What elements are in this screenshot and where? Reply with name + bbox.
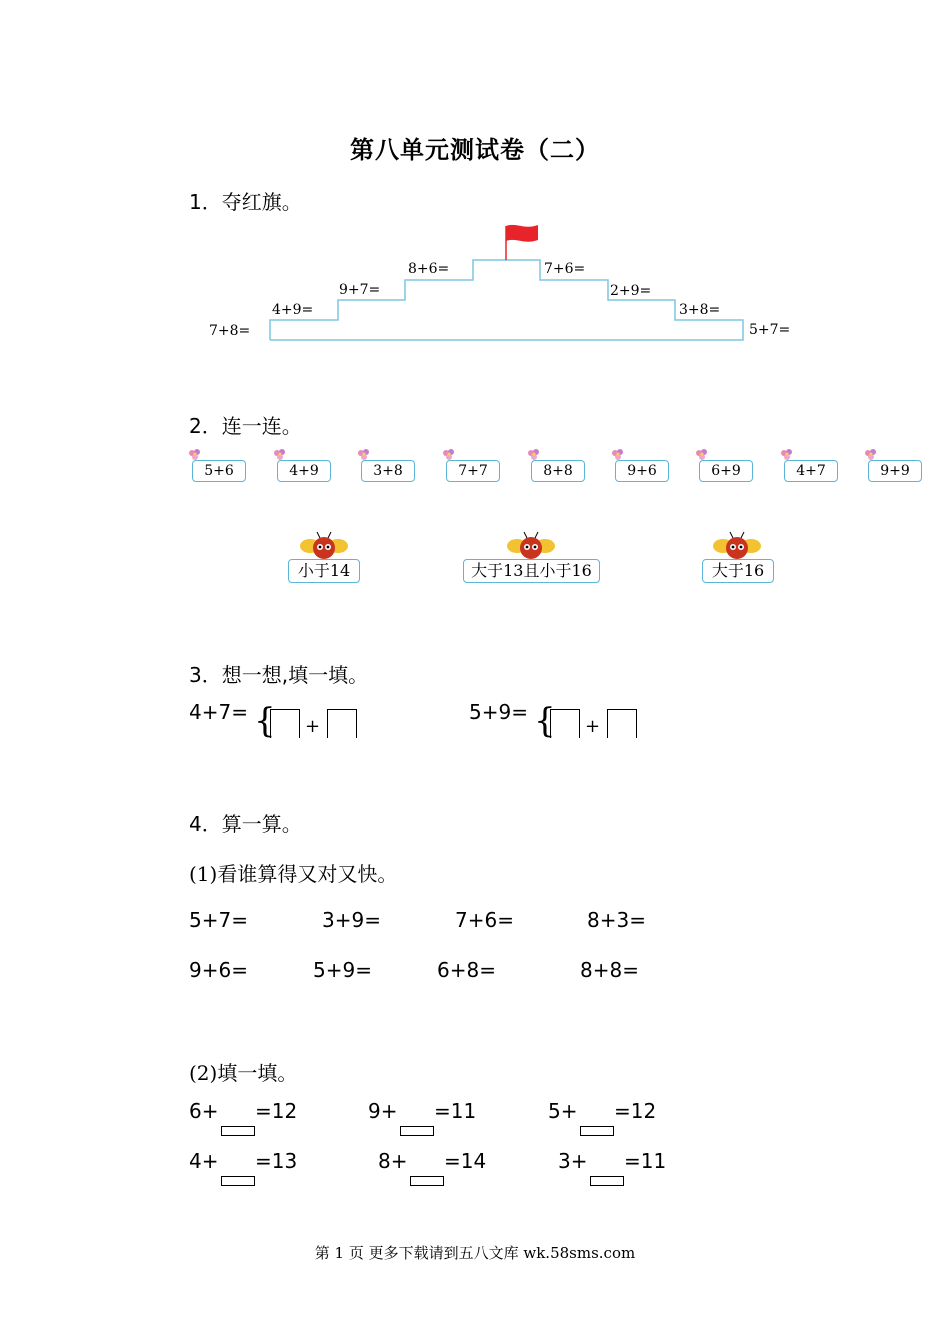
q2-heading: 2．连一连。 [189,414,302,438]
expression-box[interactable]: 9+6 [615,460,669,482]
decomposition-expression: 5+9= [469,700,528,724]
equation: 8+3= [587,908,646,932]
fill-left: 9+ [368,1099,398,1123]
target-box[interactable]: 大于13且小于16 [463,559,600,583]
fill-right: =12 [614,1099,657,1123]
fill-blank[interactable] [580,1126,614,1136]
fill-right: =12 [255,1099,298,1123]
fill-right: =13 [255,1149,298,1173]
stair-label: 7+8= [209,323,251,339]
fill-blank[interactable] [400,1126,434,1136]
stair-label: 9+7= [339,282,381,298]
target-box[interactable]: 大于16 [702,559,774,583]
fill-right: =11 [434,1099,477,1123]
q4-part2-title: (2)填一填。 [189,1061,298,1085]
flower-icon [441,448,457,464]
page-footer: 第 1 页 更多下载请到五八文库 wk.58sms.com [314,1244,636,1262]
q1-heading: 1．夺红旗。 [189,190,302,214]
q4-heading: 4．算一算。 [189,812,302,836]
stair-label: 8+6= [408,261,450,277]
flower-icon [610,448,626,464]
expression-box[interactable]: 4+7 [784,460,838,482]
red-flag-icon [506,225,538,242]
target-box[interactable]: 小于14 [288,559,360,583]
expression-box[interactable]: 8+8 [531,460,585,482]
fill-left: 4+ [189,1149,219,1173]
flower-icon [187,448,203,464]
flower-icon [272,448,288,464]
flower-icon [779,448,795,464]
equation: 8+8= [580,958,639,982]
expression-box[interactable]: 4+9 [277,460,331,482]
expression-box[interactable]: 7+7 [446,460,500,482]
stair-label: 2+9= [610,283,652,299]
fill-right: =11 [624,1149,667,1173]
equation: 5+9= [313,958,372,982]
answer-box[interactable] [607,709,637,738]
fill-left: 3+ [558,1149,588,1173]
fill-left: 8+ [378,1149,408,1173]
stair-label: 7+6= [544,261,586,277]
stair-outline [270,260,743,340]
equation: 7+6= [455,908,514,932]
fill-right: =14 [444,1149,487,1173]
fill-blank[interactable] [221,1176,255,1186]
expression-box[interactable]: 9+9 [868,460,922,482]
flower-icon [694,448,710,464]
stair-label: 3+8= [679,302,721,318]
q4-part1-title: (1)看谁算得又对又快。 [189,862,398,886]
expression-box[interactable]: 3+8 [361,460,415,482]
stair-label: 4+9= [272,302,314,318]
expression-box[interactable]: 5+6 [192,460,246,482]
plus-sign: + [585,716,601,737]
answer-box[interactable] [327,709,357,738]
flower-icon [526,448,542,464]
flower-icon [863,448,879,464]
fill-blank[interactable] [410,1176,444,1186]
brace-symbol: { [254,701,276,741]
fill-blank[interactable] [590,1176,624,1186]
answer-box[interactable] [270,709,300,738]
expression-box[interactable]: 6+9 [699,460,753,482]
plus-sign: + [305,716,321,737]
equation: 9+6= [189,958,248,982]
page-title: 第八单元测试卷（二） [350,135,600,164]
brace-symbol: { [534,701,556,741]
q3-heading: 3．想一想,填一填。 [189,663,369,687]
equation: 3+9= [322,908,381,932]
answer-box[interactable] [550,709,580,738]
decomposition-expression: 4+7= [189,700,248,724]
equation: 5+7= [189,908,248,932]
flower-icon [356,448,372,464]
stair-label: 5+7= [749,322,791,338]
fill-blank[interactable] [221,1126,255,1136]
fill-left: 6+ [189,1099,219,1123]
equation: 6+8= [437,958,496,982]
fill-left: 5+ [548,1099,578,1123]
